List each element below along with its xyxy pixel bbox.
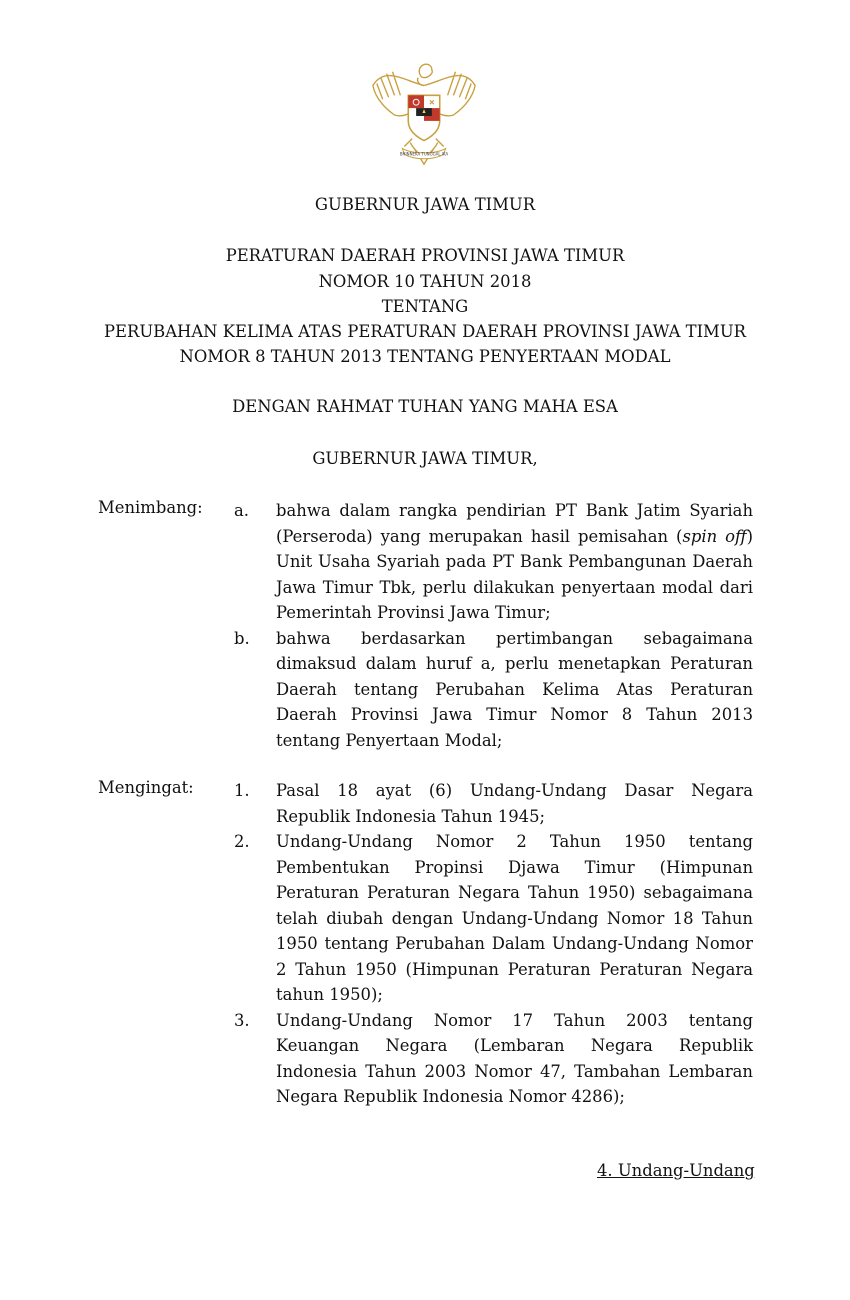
invocation: DENGAN RAHMAT TUHAN YANG MAHA ESA bbox=[232, 397, 618, 416]
item-text-part: bahwa dalam rangka pendirian PT Bank Jatim Syariah (Perseroda) yang merupakan hasil pemisahan ( bbox=[276, 501, 753, 546]
mengingat-item-3 bbox=[98, 1008, 753, 1110]
regulation-about: TENTANG bbox=[381, 297, 469, 316]
regulation-type: PERATURAN DAERAH PROVINSI JAWA TIMUR bbox=[225, 246, 625, 265]
item-text: Undang-Undang Nomor 2 Tahun 1950 tentang Pembentukan Propinsi Djawa Timur (Himpunan Peraturan Peraturan Negara Tahun 1950) sebagaimana telah diubah dengan Undang-Undang Nomor 18 Tahun 1950 tentang Perubahan Dalam Undang-Undang Nomor 2 Tahun 1950 (Himpunan Peraturan Peraturan Negara tahun 1950); bbox=[276, 832, 753, 1004]
item-marker: 3. bbox=[234, 1010, 250, 1030]
item-text-italic: spin off bbox=[682, 526, 747, 546]
item-marker: 2. bbox=[234, 832, 250, 851]
page-catchword: 4. Undang-Undang bbox=[597, 1161, 755, 1180]
garuda-emblem-icon bbox=[365, 56, 483, 174]
item-marker: 1. bbox=[234, 781, 250, 800]
mengingat-item-1 bbox=[98, 778, 753, 829]
item-text: Undang-Undang Nomor 17 Tahun 2003 tentang Keuangan Negara (Lembaran Negara Republik Indonesia Tahun 2003 Nomor 47, Tambahan Lembaran Negara Republik Indonesia Nomor 4286); bbox=[276, 1010, 753, 1106]
emblem-motto: BHINNEKA TUNGGAL IKA bbox=[399, 151, 449, 157]
mengingat-label: Mengingat: bbox=[98, 778, 194, 797]
menimbang-item-a bbox=[98, 498, 753, 626]
item-marker: a. bbox=[234, 501, 249, 520]
regulation-subject-line-1: PERUBAHAN KELIMA ATAS PERATURAN DAERAH PROVINSI JAWA TIMUR bbox=[104, 322, 746, 341]
menimbang-section bbox=[98, 498, 753, 753]
item-marker: b. bbox=[234, 628, 250, 648]
office-title: GUBERNUR JAWA TIMUR bbox=[314, 195, 536, 214]
mengingat-section bbox=[98, 778, 753, 1110]
item-text: bahwa berdasarkan pertimbangan sebagaimana dimaksud dalam huruf a, perlu menetapkan Peraturan Daerah tentang Perubahan Kelima Atas Peraturan Daerah Provinsi Jawa Timur Nomor 8 Tahun 2013 tentang Penyertaan Modal; bbox=[276, 628, 753, 750]
office-title-signatory: GUBERNUR JAWA TIMUR, bbox=[312, 449, 538, 468]
mengingat-item-2 bbox=[98, 829, 753, 1008]
item-text: Pasal 18 ayat (6) Undang-Undang Dasar Negara Republik Indonesia Tahun 1945; bbox=[276, 781, 753, 826]
regulation-subject-line-2: NOMOR 8 TAHUN 2013 TENTANG PENYERTAAN MODAL bbox=[179, 347, 671, 366]
item-text-part: ) Unit Usaha Syariah pada PT Bank Pembangunan Daerah Jawa Timur Tbk, perlu dilakukan penyertaan modal dari Pemerintah Provinsi Jawa Timur; bbox=[276, 526, 753, 622]
menimbang-label: Menimbang: bbox=[98, 498, 203, 517]
regulation-number: NOMOR 10 TAHUN 2018 bbox=[318, 272, 532, 291]
menimbang-item-b bbox=[98, 626, 753, 754]
